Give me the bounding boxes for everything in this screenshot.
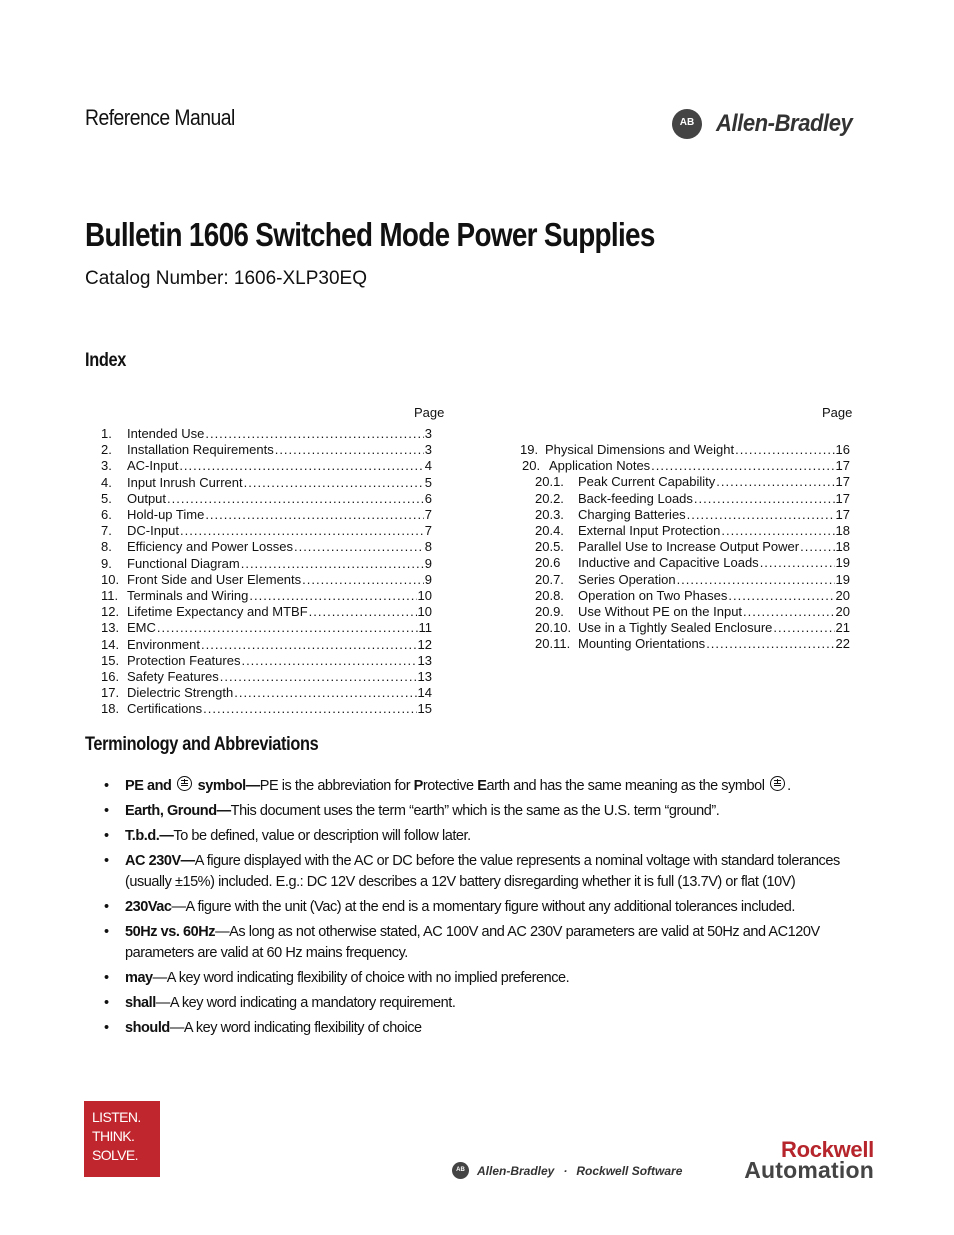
index-entry-page: 5 <box>424 474 432 490</box>
rockwell-wordmark: Rockwell <box>781 1137 874 1162</box>
index-entry-title: Input Inrush Current <box>127 474 243 490</box>
dot-leader <box>773 620 834 635</box>
index-entry <box>101 669 432 685</box>
index-entry <box>101 637 432 653</box>
index-entry <box>101 458 432 474</box>
protective-earth-icon <box>177 776 192 791</box>
index-entry-page: 6 <box>424 490 432 506</box>
index-entry <box>535 491 850 507</box>
dot-leader <box>800 539 834 554</box>
index-entry-title: Protection Features <box>127 652 241 668</box>
badge-line: SOLVE. <box>92 1147 138 1163</box>
dot-leader <box>220 669 417 684</box>
index-entry-page: 10 <box>417 588 432 603</box>
list-item <box>104 826 874 847</box>
term-description: —A key word indicating flexibility of choice with no implied preference. <box>152 970 570 986</box>
automation-wordmark: Automation <box>744 1157 874 1183</box>
index-entry-number: 17. <box>101 685 120 701</box>
index-entry-number: 20.3. <box>535 506 564 522</box>
index-entry <box>522 458 850 474</box>
dot-leader <box>694 491 835 506</box>
dot-leader <box>234 685 416 700</box>
index-entry-title: Output <box>127 490 167 506</box>
index-entry-page: 18 <box>835 523 850 538</box>
index-entry-title: Functional Diagram <box>127 555 240 571</box>
index-entry-title: Series Operation <box>578 571 676 587</box>
index-entry-title: Dielectric Strength <box>127 685 234 701</box>
list-item <box>104 922 874 964</box>
index-entry-page: 3 <box>424 442 432 458</box>
index-entry-page: 7 <box>424 523 432 539</box>
index-entry-title: Use Without PE on the Input <box>578 604 743 619</box>
dot-leader <box>735 442 834 457</box>
index-entry-number: 20.7. <box>535 571 564 587</box>
list-item <box>104 801 874 822</box>
index-entry <box>535 523 850 539</box>
index-entry-title: Use in a Tightly Sealed Enclosure <box>578 620 773 636</box>
dot-leader <box>706 636 834 651</box>
index-entry <box>101 442 432 458</box>
index-entry-number: 20.4. <box>535 523 564 538</box>
index-entry-title: Terminals and Wiring <box>127 588 249 603</box>
ab-seal-icon: AB <box>452 1162 469 1179</box>
dot-leader <box>241 653 416 668</box>
index-entry-number: 8. <box>101 539 112 555</box>
index-entry-page: 17 <box>835 458 850 474</box>
dot-leader <box>728 588 834 603</box>
index-entry-title: Lifetime Expectancy and MTBF <box>127 604 308 620</box>
dot-leader <box>201 637 417 652</box>
index-entry-number: 3. <box>101 458 112 474</box>
index-entry-number: 16. <box>101 669 120 684</box>
index-entry-number: 9. <box>101 555 112 571</box>
index-entry-page: 9 <box>424 555 432 571</box>
list-item <box>104 897 874 918</box>
index-entry-title: Parallel Use to Increase Output Power <box>578 539 800 555</box>
index-entry-number: 20.10. <box>535 620 572 636</box>
index-entry <box>101 426 432 442</box>
term: shall <box>125 995 156 1011</box>
index-entry-page: 14 <box>417 685 432 701</box>
index-entry-page: 17 <box>835 490 850 506</box>
index-entry <box>101 604 432 620</box>
index-entry-title: Safety Features <box>127 669 219 684</box>
page-column-label: Page <box>822 405 853 420</box>
term-description: —A key word indicating flexibility of choice <box>169 1020 422 1036</box>
index-entry-number: 11. <box>101 588 119 603</box>
index-entry-title: Physical Dimensions and Weight <box>545 442 735 457</box>
footer-separator: · <box>563 1163 568 1178</box>
index-entry-title: Environment <box>127 636 200 652</box>
list-item <box>104 776 874 797</box>
index-entry-page: 9 <box>424 571 432 587</box>
index-entry <box>535 474 850 490</box>
term: T.b.d.— <box>125 828 174 844</box>
term: PE and <box>125 778 172 794</box>
dot-leader <box>716 474 834 489</box>
index-entry <box>101 653 432 669</box>
term-description: —As long as not otherwise stated, AC 100V and AC 230V parameters are valid at 50Hz and AC120V parameters are valid at 60 Hz mains frequency. <box>125 924 820 961</box>
index-entry-page: 7 <box>424 507 432 522</box>
index-entry-number: 20.8. <box>535 587 564 603</box>
index-entry <box>535 507 850 523</box>
index-entry-title: AC-Input <box>127 458 179 474</box>
index-entry-page: 12 <box>417 636 432 652</box>
index-entry-page: 18 <box>835 539 850 555</box>
dot-leader <box>294 539 424 554</box>
index-entry-number: 6. <box>101 507 112 522</box>
index-entry-page: 11 <box>418 620 432 636</box>
index-entry-page: 19 <box>835 555 850 571</box>
dot-leader <box>743 604 834 619</box>
index-entry-page: 10 <box>417 604 432 620</box>
index-entry-number: 20.2. <box>535 490 564 506</box>
index-entry-number: 19. <box>520 442 539 457</box>
index-entry-title: Back-feeding Loads <box>578 490 693 506</box>
index-entry-page: 4 <box>424 458 432 474</box>
dot-leader <box>721 523 834 538</box>
index-entry-title: DC-Input <box>127 523 180 539</box>
index-entry-page: 17 <box>835 506 850 522</box>
term-description: To be defined, value or description will follow later. <box>173 828 471 844</box>
dot-leader <box>205 507 423 522</box>
dot-leader <box>275 442 424 457</box>
index-entry <box>101 523 432 539</box>
index-entry-page: 17 <box>835 474 850 490</box>
index-entry-number: 15. <box>101 652 120 668</box>
index-entry-page: 20 <box>835 587 850 603</box>
dot-leader <box>687 507 835 522</box>
ab-seal-icon: AB <box>672 109 702 139</box>
term: 230Vac <box>125 899 172 915</box>
index-entry-page: 3 <box>424 426 432 441</box>
page-column-label: Page <box>414 405 445 420</box>
index-entry-title: Efficiency and Power Losses <box>127 539 293 555</box>
footer-brands <box>452 1162 682 1179</box>
term-description: —A key word indicating a mandatory requirement. <box>155 995 456 1011</box>
index-entry <box>101 572 432 588</box>
allen-bradley-logo <box>672 106 872 142</box>
term-description: arth and has the same meaning as the symbol <box>486 778 765 794</box>
index-entry-page: 8 <box>424 539 432 555</box>
index-entry <box>101 588 432 604</box>
index-entry-number: 13. <box>101 620 120 636</box>
term-description: This document uses the term “earth” which is the same as the U.S. term “ground”. <box>230 803 720 819</box>
index-entry <box>101 701 432 717</box>
index-heading: Index <box>85 350 126 371</box>
dot-leader <box>309 604 417 619</box>
index-entry-page: 15 <box>417 701 432 717</box>
index-entry-number: 20.5. <box>535 539 564 555</box>
term-description: PE is the abbreviation for <box>259 778 414 794</box>
badge-line: THINK. <box>92 1128 135 1144</box>
protective-earth-icon <box>770 776 785 791</box>
list-item <box>104 993 874 1014</box>
index-entry-number: 20.9. <box>535 604 564 619</box>
index-entry-title: Inductive and Capacitive Loads <box>578 555 759 571</box>
index-entry-number: 12. <box>101 604 120 620</box>
dot-leader <box>760 555 835 570</box>
index-entry <box>101 620 432 636</box>
term: 50Hz vs. 60Hz <box>125 924 216 940</box>
index-entry-page: 21 <box>835 620 850 636</box>
index-entry-number: 20.11. <box>535 636 571 652</box>
index-entry-page: 19 <box>835 571 850 587</box>
index-entry-title: External Input Protection <box>578 523 721 538</box>
index-entry-title: Front Side and User Elements <box>127 571 302 587</box>
document-type: Reference Manual <box>85 105 235 130</box>
dot-leader <box>167 491 424 506</box>
listen-think-solve-badge <box>84 1101 160 1177</box>
dot-leader <box>241 556 424 571</box>
list-item <box>104 968 874 989</box>
index-entry-number: 5. <box>101 490 112 506</box>
index-entry-title: Application Notes <box>549 458 651 474</box>
index-entry <box>535 604 850 620</box>
terminology-list <box>104 776 874 1043</box>
index-entry <box>535 539 850 555</box>
index-entry-title: Charging Batteries <box>578 506 686 522</box>
term: should <box>125 1020 170 1036</box>
list-item <box>104 1018 874 1039</box>
allen-bradley-wordmark: Allen-Bradley <box>716 110 853 137</box>
index-entry <box>101 475 432 491</box>
index-entry <box>535 588 850 604</box>
list-item <box>104 851 874 893</box>
index-entry-number: 14. <box>101 636 120 652</box>
index-entry-title: Mounting Orientations <box>578 636 706 652</box>
index-entry <box>535 572 850 588</box>
term-description: A figure displayed with the AC or DC before the value represents a nominal voltage with standard tolerances (usually ±15%) included. E.g.: DC 12V describes a 12V battery disregarding whether it is full (13.7V) or flat (10V) <box>125 853 840 890</box>
index-entry-page: 16 <box>835 442 850 457</box>
index-entry-title: EMC <box>127 620 156 636</box>
badge-line: LISTEN. <box>92 1109 141 1125</box>
dot-leader <box>651 458 834 473</box>
dot-leader <box>180 523 424 538</box>
page-title: Bulletin 1606 Switched Mode Power Supplies <box>85 216 655 253</box>
index-entry <box>101 556 432 572</box>
index-entry-page: 13 <box>417 669 432 684</box>
dot-leader <box>205 426 423 441</box>
index-entry <box>101 491 432 507</box>
term: AC 230V— <box>125 853 195 869</box>
dot-leader <box>203 701 416 716</box>
index-entry-title: Installation Requirements <box>127 442 274 458</box>
term-description: —A figure with the unit (Vac) at the end is a momentary figure without any additional tolerances included. <box>171 899 795 915</box>
index-entry-title: Intended Use <box>127 426 205 441</box>
index-entry-title: Operation on Two Phases <box>578 587 728 603</box>
index-entry <box>535 620 850 636</box>
index-entry-page: 13 <box>417 652 432 668</box>
index-entry <box>535 636 850 652</box>
catalog-number: Catalog Number: 1606-XLP30EQ <box>85 268 367 289</box>
index-entry-page: 22 <box>835 636 850 652</box>
rockwell-automation-logo <box>710 1138 874 1182</box>
index-entry-title: Peak Current Capability <box>578 474 716 490</box>
index-entry-title: Certifications <box>127 701 203 717</box>
terminology-heading: Terminology and Abbreviations <box>85 734 319 755</box>
index-entry-number: 20.1. <box>535 474 564 490</box>
index-entry-number: 10. <box>101 571 120 587</box>
term: Earth, Ground— <box>125 803 231 819</box>
index-entry-number: 4. <box>101 474 112 490</box>
dot-leader <box>244 475 424 490</box>
term: symbol— <box>197 778 260 794</box>
index-entry-number: 7. <box>101 523 112 539</box>
term: may <box>125 970 153 986</box>
index-entry <box>101 539 432 555</box>
term-description: rotective <box>422 778 478 794</box>
term-description: . <box>787 778 791 794</box>
index-entry <box>101 685 432 701</box>
dot-leader <box>677 572 835 587</box>
emphasis-letter: E <box>477 778 487 794</box>
index-entry-page: 20 <box>835 604 850 619</box>
dot-leader <box>179 458 423 473</box>
index-entry-title: Hold-up Time <box>127 507 205 522</box>
dot-leader <box>249 588 416 603</box>
index-entry-number: 1. <box>101 426 112 441</box>
footer-brand-allen-bradley: Allen-Bradley <box>477 1163 555 1178</box>
index-entry <box>535 555 850 571</box>
index-entry-number: 20.6 <box>535 555 561 571</box>
index-entry-number: 18. <box>101 701 120 717</box>
index-entry-number: 2. <box>101 442 112 458</box>
dot-leader <box>302 572 424 587</box>
index-entry <box>101 507 432 523</box>
index-entry <box>520 442 850 458</box>
footer-brand-rockwell-software: Rockwell Software <box>576 1163 683 1178</box>
index-entry-number: 20. <box>522 458 541 474</box>
emphasis-letter: P <box>413 778 423 794</box>
dot-leader <box>157 620 418 635</box>
